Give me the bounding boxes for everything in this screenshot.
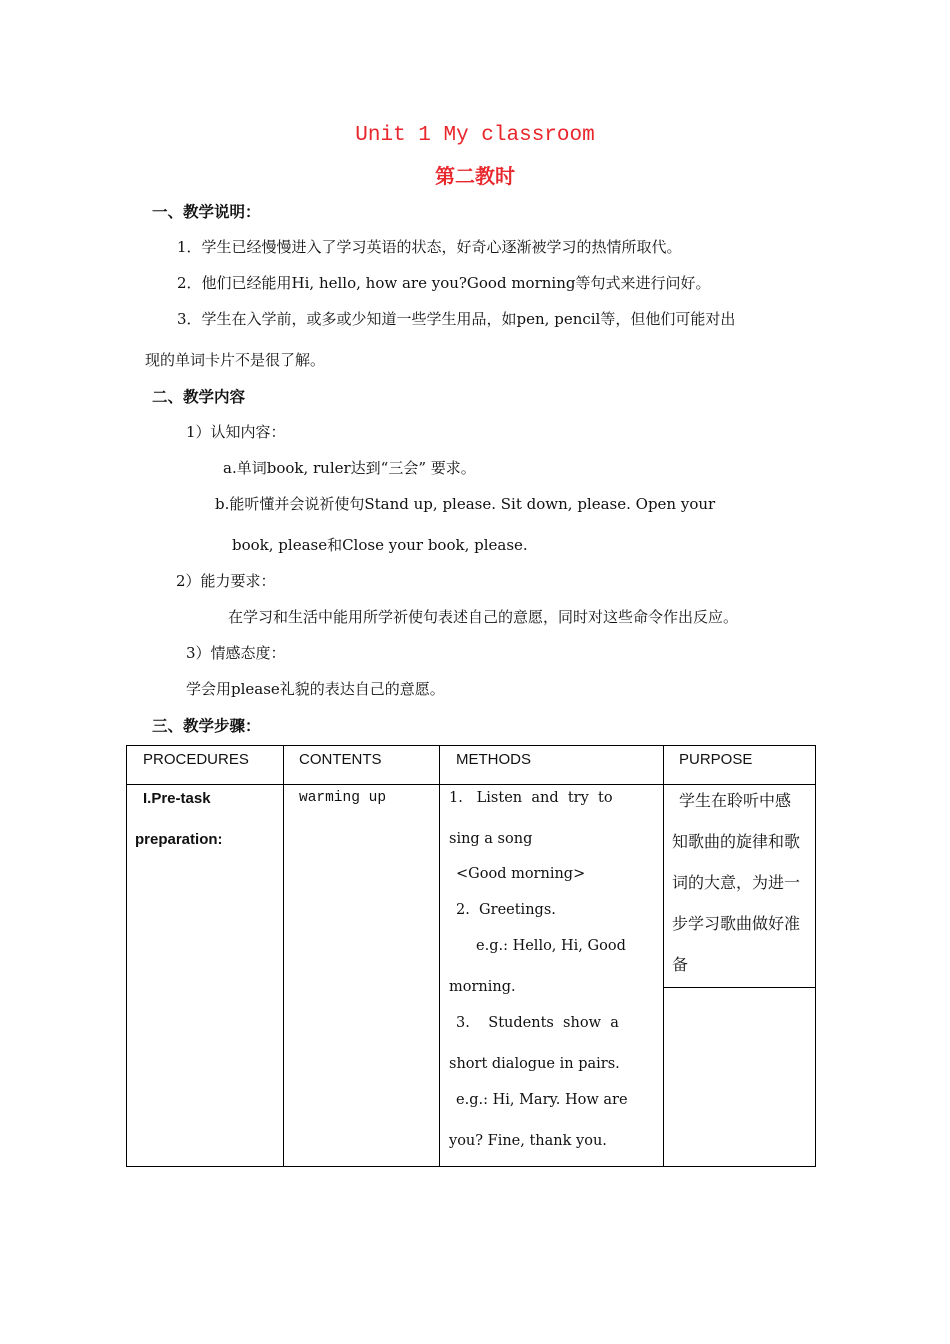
- method-line: morning.: [449, 979, 516, 995]
- table-col-divider-3: [663, 745, 664, 1167]
- table-border-bottom: [126, 1166, 816, 1167]
- method-line: <Good morning>: [456, 866, 586, 882]
- method-line: e.g.: Hello, Hi, Good: [476, 938, 626, 954]
- content-item-cognitive-b: b.能听懂并会说祈使句Stand up, please. Sit down, please. Open your: [215, 495, 716, 513]
- content-cell: warming up: [299, 790, 387, 806]
- section-heading-content: 二、教学内容: [152, 387, 246, 406]
- page-title: Unit 1 My classroom: [355, 124, 595, 147]
- table-col-divider-2: [439, 745, 440, 1167]
- method-line: sing a song: [449, 831, 533, 847]
- purpose-line: 备: [672, 955, 689, 974]
- method-line: e.g.: Hi, Mary. How are: [456, 1092, 628, 1108]
- content-item-cognitive: 1）认知内容：: [186, 423, 286, 441]
- table-header-procedures: PROCEDURES: [143, 751, 249, 768]
- content-item-cognitive-b-cont: book, please和Close your book, please.: [232, 536, 528, 554]
- table-header-methods: METHODS: [456, 751, 531, 768]
- table-header-contents: CONTENTS: [299, 751, 382, 768]
- purpose-cell-divider: [663, 987, 816, 988]
- method-line: you? Fine, thank you.: [449, 1133, 607, 1149]
- method-line: short dialogue in pairs.: [449, 1056, 620, 1072]
- purpose-line: 词的大意，为进一: [672, 873, 801, 892]
- table-col-divider-1: [283, 745, 284, 1167]
- section-heading-explanation: 一、教学说明：: [152, 202, 261, 221]
- explanation-item-3-cont: 现的单词卡片不是很了解。: [145, 351, 326, 369]
- content-item-attitude-text: 学会用please礼貌的表达自己的意愿。: [186, 680, 445, 698]
- section-heading-steps: 三、教学步骤：: [152, 716, 261, 735]
- purpose-line: 知歌曲的旋律和歌: [672, 832, 801, 851]
- procedure-label-cont: preparation:: [135, 831, 223, 848]
- content-item-cognitive-a: a.单词book, ruler达到“三会” 要求。: [223, 459, 476, 477]
- content-item-attitude: 3）情感态度：: [186, 644, 286, 662]
- content-item-ability: 2）能力要求：: [176, 572, 276, 590]
- purpose-line: 学生在聆听中感: [679, 791, 792, 810]
- table-header-purpose: PURPOSE: [679, 751, 753, 768]
- lesson-subtitle: 第二教时: [435, 164, 515, 188]
- content-item-ability-text: 在学习和生活中能用所学祈使句表述自己的意愿，同时对这些命令作出反应。: [228, 608, 739, 626]
- explanation-item-3: 3．学生在入学前，或多或少知道一些学生用品，如pen, pencil等，但他们可能对出: [177, 310, 736, 328]
- table-header-divider: [126, 784, 816, 785]
- explanation-item-1: 1．学生已经慢慢进入了学习英语的状态，好奇心逐渐被学习的热情所取代。: [177, 238, 682, 256]
- method-line: 1. Listen and try to: [449, 790, 613, 806]
- purpose-line: 步学习歌曲做好准: [672, 914, 801, 933]
- method-line: 2. Greetings.: [456, 902, 556, 918]
- procedure-label: I.Pre-task: [143, 790, 211, 807]
- explanation-item-2: 2．他们已经能用Hi, hello, how are you?Good morning等句式来进行问好。: [177, 274, 711, 292]
- method-line: 3. Students show a: [456, 1015, 619, 1031]
- table-border-right: [815, 745, 816, 1167]
- table-border-left: [126, 745, 127, 1167]
- table-border-top: [126, 745, 816, 746]
